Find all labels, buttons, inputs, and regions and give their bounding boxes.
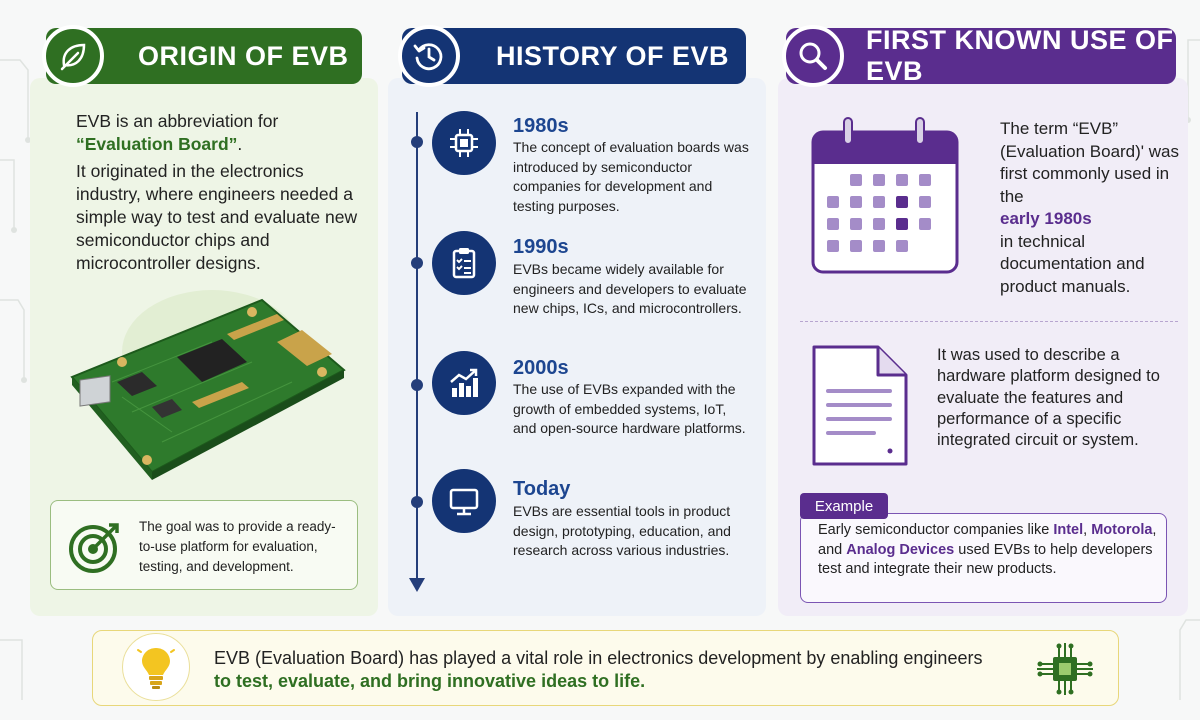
goal-card xyxy=(50,500,358,590)
goal-text: The goal was to provide a ready-to-use platform for evaluation, testing, and development. xyxy=(139,519,336,574)
example-sep: , and xyxy=(818,522,1157,558)
timeline-text: The use of EVBs expanded with the growth of embedded systems, IoT, and open-source hardware platforms. xyxy=(513,381,746,436)
calendar-icon xyxy=(810,116,960,276)
first-use-title: FIRST KNOWN USE OF EVB xyxy=(866,25,1174,86)
history-title: HISTORY OF EVB xyxy=(496,40,730,71)
timeline-dot xyxy=(411,136,423,148)
origin-intro-end: . xyxy=(237,134,243,154)
clipboard-checklist-icon xyxy=(432,231,496,295)
first-use-header xyxy=(786,25,1176,86)
monitor-icon xyxy=(432,469,496,533)
document-icon xyxy=(810,343,910,468)
example-text xyxy=(818,521,1158,580)
timeline-year: 1990s xyxy=(513,236,569,258)
origin-header xyxy=(46,28,362,84)
growth-chart-icon xyxy=(432,351,496,415)
timeline-dot xyxy=(411,496,423,508)
example-label: Example xyxy=(800,493,888,519)
term-highlight: early 1980s xyxy=(1000,209,1092,228)
timeline-year: 1980s xyxy=(513,115,569,137)
origin-description xyxy=(76,110,366,275)
timeline-dot xyxy=(411,257,423,269)
history-clock-icon xyxy=(398,25,460,87)
origin-intro: EVB is an abbreviation for xyxy=(76,111,279,131)
example-post: used EVBs to help developers test and integrate their new products. xyxy=(818,541,1153,577)
lightbulb-icon xyxy=(122,633,190,701)
origin-highlight: “Evaluation Board” xyxy=(76,134,238,154)
evaluation-board-illustration xyxy=(52,282,362,482)
first-use-description: It was used to describe a hardware platform designed to evaluate the features and performance of a specific integrated circuit or system. xyxy=(937,346,1160,450)
timeline-year: Today xyxy=(513,478,571,500)
term-pre: The term “EVB” (Evaluation Board)' was first commonly used in the xyxy=(1000,119,1179,206)
first-use-term-text xyxy=(1000,118,1180,298)
leaf-icon xyxy=(42,25,104,87)
term-post: in technical documentation and product manuals. xyxy=(1000,231,1145,296)
origin-title: ORIGIN OF EVB xyxy=(138,40,349,71)
origin-body: It originated in the electronics industry, where engineers needed a simple way to test and evaluate new semiconductor chips and microcontroller designs. xyxy=(76,161,358,273)
magnifier-icon xyxy=(782,25,844,87)
target-icon xyxy=(65,517,125,577)
example-pre: Early semiconductor companies like xyxy=(818,522,1050,538)
timeline-arrow xyxy=(409,578,425,592)
chip-icon xyxy=(432,111,496,175)
banner-line-1: EVB (Evaluation Board) has played a vital role in electronics development by enabling engineers xyxy=(214,648,983,668)
example-sep: , xyxy=(1083,522,1088,538)
history-header xyxy=(402,28,746,84)
company-motorola: Motorola xyxy=(1091,522,1153,538)
timeline-text: The concept of evaluation boards was introduced by semiconductor companies for development and testing purposes. xyxy=(513,139,749,214)
company-intel: Intel xyxy=(1053,522,1084,538)
timeline-text: EVBs became widely available for engineers and developers to evaluate new chips, ICs, and microcontrollers. xyxy=(513,261,747,316)
timeline-line xyxy=(416,112,418,584)
circuit-chip-icon xyxy=(1033,639,1097,699)
timeline-text: EVBs are essential tools in product design, prototyping, education, and research across various industries. xyxy=(513,503,731,558)
section-divider xyxy=(800,321,1178,322)
timeline-dot xyxy=(411,379,423,391)
company-analog-devices: Analog Devices xyxy=(846,541,955,558)
timeline-year: 2000s xyxy=(513,357,569,379)
banner-line-2: to test, evaluate, and bring innovative ideas to life. xyxy=(214,671,646,691)
